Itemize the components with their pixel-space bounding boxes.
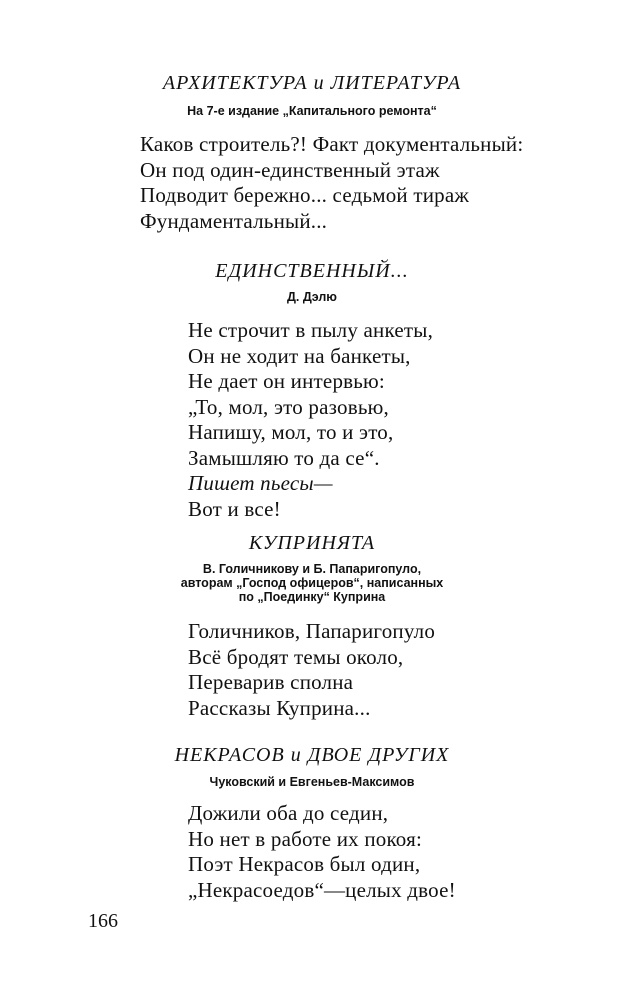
poem-line: Рассказы Куприна... (188, 695, 371, 720)
poem-line: Он не ходит на банкеты, (188, 343, 411, 368)
poem-line: Вот и все! (188, 496, 281, 521)
poem-line: Всё бродят темы около, (188, 644, 404, 669)
poem-line: Замышляю то да се“. (188, 445, 380, 470)
dedication-line: Д. Дэлю (287, 290, 337, 304)
poem-dedication (0, 562, 624, 604)
poem-dedication (0, 775, 624, 789)
poem-line: Не строчит в пылу анкеты, (188, 318, 434, 342)
poem-line: Но нет в работе их покоя: (188, 826, 423, 851)
page-number: 166 (88, 910, 118, 932)
poem-line: „То, мол, это разовью, (188, 394, 389, 419)
poem-title: КУПРИНЯТА (248, 532, 376, 554)
poem-line: Не дает он интервью: (188, 369, 385, 393)
dedication-line: Чуковский и Евгеньев-Максимов (209, 775, 415, 789)
poem-body (188, 619, 435, 721)
poem-line: Фундаментальный... (140, 208, 328, 233)
poem-title: НЕКРАСОВ и ДВОЕ ДРУГИХ (174, 744, 450, 766)
poem-line: Голичников, Папаригопуло (188, 619, 436, 643)
poem-line: Переварив сполна (188, 670, 354, 694)
dedication-line: В. Голичникову и Б. Папаригопуло, (202, 562, 422, 576)
poem-body (140, 132, 523, 234)
poem-line: Он под один-единственный этаж (140, 157, 440, 182)
poem-title: АРХИТЕКТУРА и ЛИТЕРАТУРА (162, 72, 462, 94)
dedication-line: На 7-е издание „Капитального ремонта“ (187, 104, 437, 118)
poem-line: Каков строитель?! Факт документальный: (140, 132, 524, 156)
poem-body (188, 318, 433, 522)
dedication-line: по „Поединку“ Куприна (238, 590, 386, 604)
poem-line: Подводит бережно... седьмой тираж (140, 183, 470, 207)
poem-dedication (0, 104, 624, 118)
poem-line: Дожили оба до седин, (188, 801, 389, 825)
poem-line: „Некрасоедов“—целых двое! (188, 877, 456, 902)
poem-dedication (0, 290, 624, 304)
poem-title: ЕДИНСТВЕННЫЙ... (215, 260, 409, 282)
poem-body (188, 801, 456, 903)
dedication-line: авторам „Господ офицеров“, написанных (180, 576, 444, 590)
poem-line: Напишу, мол, то и это, (188, 420, 394, 444)
poem-line: Поэт Некрасов был один, (188, 852, 421, 876)
poem-line: Пишет пьесы— (188, 471, 333, 495)
